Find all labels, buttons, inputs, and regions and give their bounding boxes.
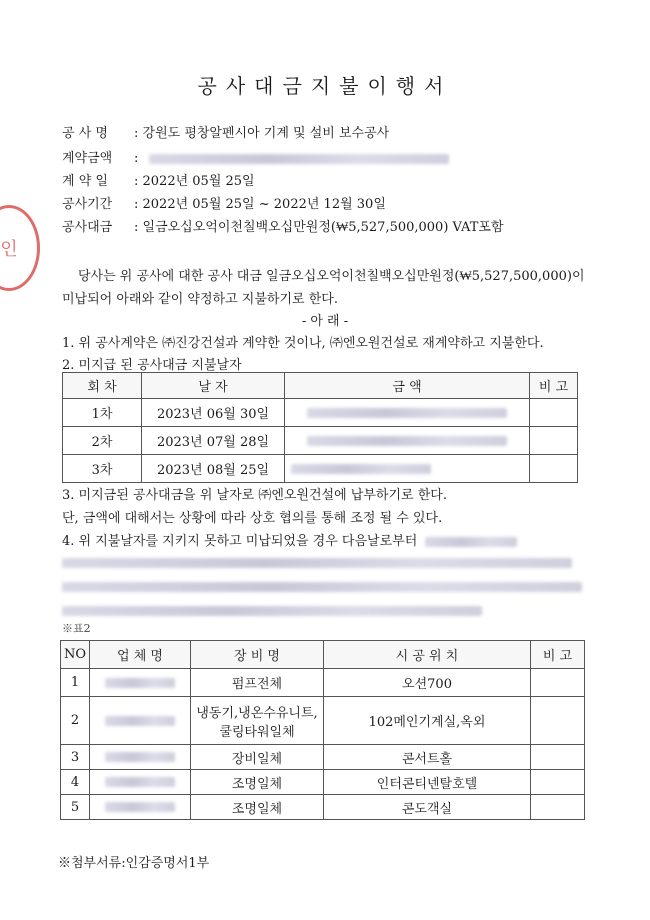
- date-cell: 2023년 06월 30일: [142, 399, 285, 427]
- round-cell: 3차: [63, 455, 142, 483]
- company-cell: [90, 795, 191, 820]
- redacted-text: [425, 537, 517, 547]
- company-cell: [90, 697, 191, 745]
- item-1: 1. 위 공사계약은 ㈜진강건설과 계약한 것이나, ㈜엔오원건설로 재계약하고 지불한다.: [62, 336, 544, 351]
- equipment-cell: 조명일체: [191, 770, 324, 795]
- location-cell: 콘서트홀: [324, 745, 531, 770]
- note-cell: [530, 399, 578, 427]
- header-amount: 금 액: [285, 373, 530, 399]
- seal-text: 인: [0, 239, 18, 260]
- info-value: :: [134, 151, 139, 166]
- info-value: : 일금오십오억이천칠백오십만원정(₩5,527,500,000) VAT포함: [134, 220, 504, 235]
- item-2: 2. 미지급 된 공사대금 지불날자: [62, 358, 242, 373]
- note-cell: [530, 455, 578, 483]
- info-row-payment: [62, 216, 504, 235]
- date-cell: 2023년 07월 28일: [142, 427, 285, 455]
- equipment-table: [60, 640, 585, 820]
- company-cell: [90, 745, 191, 770]
- header-no: NO: [61, 641, 90, 669]
- header-company: 업 체 명: [90, 641, 191, 669]
- note-cell: [531, 669, 585, 697]
- note-cell: [531, 697, 585, 745]
- info-row-project: [62, 122, 389, 141]
- date-cell: 2023년 08월 25일: [142, 455, 285, 483]
- redacted-company: [105, 752, 175, 762]
- table-label: ※표2: [62, 622, 91, 635]
- redacted-contract-amount: [149, 154, 449, 164]
- table-row: [61, 669, 585, 697]
- redacted-line: [62, 606, 482, 616]
- note-cell: [531, 795, 585, 820]
- payment-schedule-table: [62, 372, 578, 483]
- header-note: 비 고: [531, 641, 585, 669]
- item-3: 3. 미지금된 공사대금을 위 날자로 ㈜엔오원건설에 납부하기로 한다.: [62, 488, 447, 503]
- table-row: [61, 697, 585, 745]
- company-cell: [90, 770, 191, 795]
- info-value: : 강원도 평창알펜시아 기계 및 설비 보수공사: [134, 126, 390, 141]
- header-date: 날 자: [142, 373, 285, 399]
- header-location: 시 공 위 치: [324, 641, 531, 669]
- no-cell: 1: [61, 669, 90, 697]
- info-row-contract-amount: [62, 147, 449, 166]
- round-cell: 2차: [63, 427, 142, 455]
- table-row: [63, 455, 578, 483]
- company-seal-stamp: [0, 205, 40, 291]
- equipment-cell: [191, 697, 324, 745]
- redacted-paragraph: [62, 558, 582, 616]
- redacted-amount: [307, 408, 507, 418]
- company-cell: [90, 669, 191, 697]
- note-cell: [531, 745, 585, 770]
- table-header-row: [63, 373, 578, 399]
- note-cell: [531, 770, 585, 795]
- table-row: [61, 745, 585, 770]
- no-cell: 4: [61, 770, 90, 795]
- table-row: [63, 427, 578, 455]
- location-cell: 오션700: [324, 669, 531, 697]
- table-row: [61, 795, 585, 820]
- equipment-cell: 펌프전체: [191, 669, 324, 697]
- redacted-company: [105, 678, 175, 688]
- redacted-company: [105, 777, 175, 787]
- location-cell: 인터콘티넨탈호텔: [324, 770, 531, 795]
- redacted-company: [105, 802, 175, 812]
- info-label: 공사기간: [62, 197, 113, 212]
- equipment-line-1: 냉동기,냉온수유니트,: [196, 705, 318, 721]
- info-value: : 2022년 05월 25일: [134, 174, 255, 189]
- equipment-line-2: 쿨링타워일체: [219, 724, 295, 740]
- no-cell: 3: [61, 745, 90, 770]
- redacted-company: [105, 716, 175, 726]
- intro-line-2: 미납되어 아래와 같이 약정하고 지불하기로 한다.: [62, 292, 338, 307]
- location-cell: 콘도객실: [324, 795, 531, 820]
- document-title: 공사대금지불이행서: [197, 74, 453, 98]
- info-row-contract-date: [62, 170, 255, 189]
- amount-cell: [285, 427, 530, 455]
- header-equipment: 장 비 명: [191, 641, 324, 669]
- amount-cell: [285, 455, 530, 483]
- below-heading: - 아 래 -: [301, 314, 349, 329]
- round-cell: 1차: [63, 399, 142, 427]
- redacted-amount: [291, 464, 431, 474]
- table-row: [63, 399, 578, 427]
- info-label: 계약금액: [62, 151, 113, 166]
- location-cell: 102메인기계실,옥외: [324, 697, 531, 745]
- info-label: 공 사 명: [62, 126, 108, 141]
- equipment-cell: 조명일체: [191, 795, 324, 820]
- equipment-cell: 장비일체: [191, 745, 324, 770]
- table-header-row: [61, 641, 585, 669]
- intro-line-1: 당사는 위 공사에 대한 공사 대금 일금오십오억이천칠백오십만원정(₩5,527,500,000)이: [78, 269, 585, 284]
- info-label: 계 약 일: [62, 174, 108, 189]
- no-cell: 2: [61, 697, 90, 745]
- header-note: 비 고: [530, 373, 578, 399]
- info-value: : 2022년 05월 25일 ~ 2022년 12월 30일: [134, 197, 386, 212]
- redacted-line: [62, 558, 572, 568]
- note-line: 단, 금액에 대해서는 상황에 따라 상호 협의를 통해 조정 될 수 있다.: [62, 511, 443, 526]
- header-round: 회 차: [63, 373, 142, 399]
- table-row: [61, 770, 585, 795]
- no-cell: 5: [61, 795, 90, 820]
- attachment-note: ※첨부서류:인감증명서1부: [58, 856, 210, 871]
- info-label: 공사대금: [62, 220, 113, 235]
- redacted-line: [62, 582, 582, 592]
- note-cell: [530, 427, 578, 455]
- item-4-text: 4. 위 지불날자를 지키지 못하고 미납되었을 경우 다음날로부터: [62, 534, 418, 549]
- amount-cell: [285, 399, 530, 427]
- item-4: [62, 530, 517, 549]
- info-row-period: [62, 193, 386, 212]
- redacted-amount: [307, 436, 507, 446]
